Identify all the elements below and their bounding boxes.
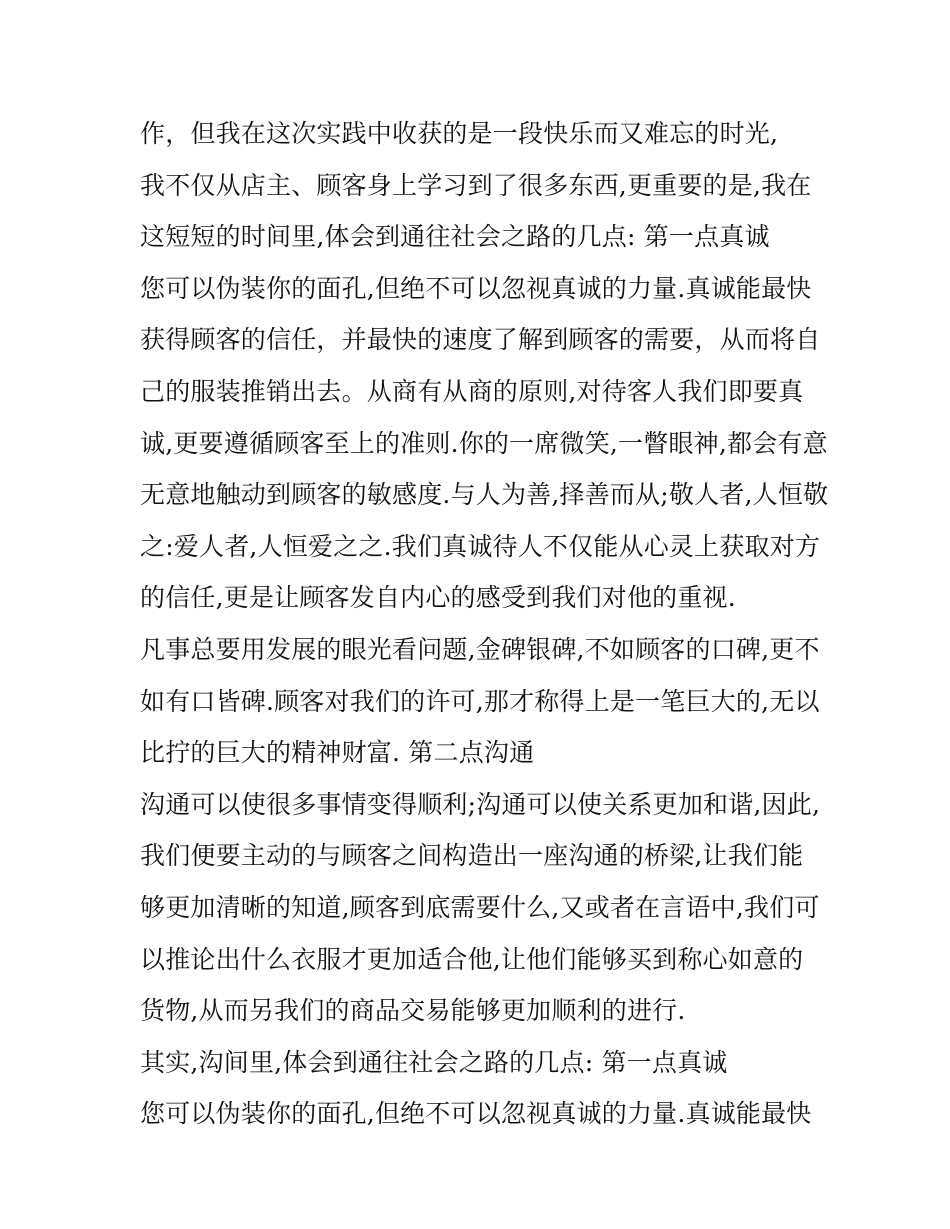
text-line: 其实,沟间里,体会到通往社会之路的几点: 第一点真诚 <box>140 1047 728 1077</box>
text-line: 够更加清晰的知道,顾客到底需要什么,又或者在言语中,我们可 <box>140 892 820 922</box>
text-line: 我不仅从店主、顾客身上学习到了很多东西,更重要的是,我在 <box>140 170 812 200</box>
text-line: 获得顾客的信任，并最快的速度了解到顾客的需要，从而将自 <box>140 325 821 355</box>
text-line: 作，但我在这次实践中收获的是一段快乐而又难忘的时光, <box>140 119 779 148</box>
text-line: 您可以伪装你的面孔,但绝不可以忽视真诚的力量.真诚能最快 <box>140 1099 812 1129</box>
text-line: 我们便要主动的与顾客之间构造出一座沟通的桥梁,让我们能 <box>140 841 804 871</box>
text-line: 凡事总要用发展的眼光看问题,金碑银碑,不如顾客的口碑,更不 <box>140 634 820 664</box>
text-line: 己的服装推销出去。从商有从商的原则,对待客人我们即要真 <box>140 376 804 406</box>
text-line: 比拧的巨大的精神财富. 第二点沟通 <box>140 738 535 768</box>
text-line: 沟通可以使很多事情变得顺利;沟通可以使关系更加和谐,因此, <box>140 789 821 819</box>
text-line: 如有口皆碑.顾客对我们的许可,那才称得上是一笔巨大的,无以 <box>140 686 820 716</box>
text-line: 诚,更要遵循顾客至上的准则.你的一席微笑,一瞥眼神,都会有意 <box>140 428 828 458</box>
text-line: 无意地触动到顾客的敏感度.与人为善,择善而从;敬人者,人恒敬 <box>140 480 829 510</box>
text-line: 货物,从而另我们的商品交易能够更加顺利的进行. <box>140 996 686 1026</box>
text-line: 以推论出什么衣服才更加适合他,让他们能够买到称心如意的 <box>140 944 804 974</box>
text-line: 这短短的时间里,体会到通往社会之路的几点: 第一点真诚 <box>140 222 770 252</box>
text-line: 之:爱人者,人恒爱之之.我们真诚待人不仅能从心灵上获取对方 <box>140 531 821 561</box>
text-line: 您可以伪装你的面孔,但绝不可以忽视真诚的力量.真诚能最快 <box>140 273 812 303</box>
body-text <box>140 108 840 1140</box>
text-line: 的信任,更是让顾客发自内心的感受到我们对他的重视. <box>140 583 736 613</box>
